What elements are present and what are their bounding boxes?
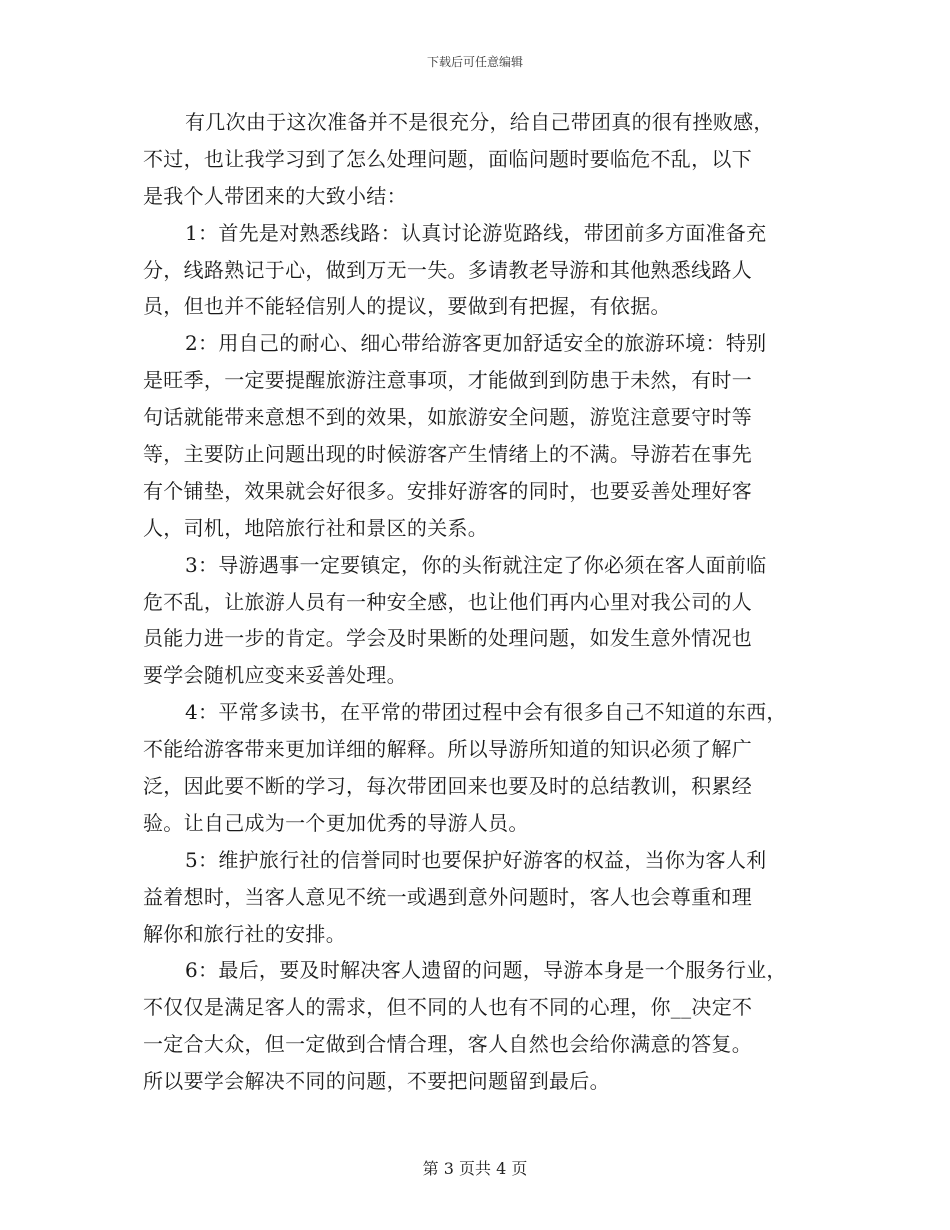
text-line: 1：首先是对熟悉线路：认真讨论游览路线，带团前多方面准备充 [185,220,767,245]
text-line: 分，线路熟记于心，做到万无一失。多请教老导游和其他熟悉线路人 [143,257,752,282]
text-line: 一定合大众，但一定做到合情合理，客人自然也会给你满意的答复。 [143,1032,752,1057]
document-body [143,104,807,1100]
text-line: 5：维护旅行社的信誉同时也要保护好游客的权益，当你为客人利 [185,847,767,872]
text-line: 人，司机，地陪旅行社和景区的关系。 [143,515,489,540]
text-line: 泛，因此要不断的学习，每次带团回来也要及时的总结教训，积累经 [143,774,752,799]
text-line: 员，但也并不能轻信别人的提议，要做到有把握，有依据。 [143,294,671,319]
page-number: 第 3 页共 4 页 [422,1159,528,1178]
text-line: 不仅仅是满足客人的需求，但不同的人也有不同的心理，你__决定不 [143,995,753,1020]
page-header: 下载后可任意编辑 [426,55,523,69]
text-line: 要学会随机应变来妥善处理。 [143,663,407,688]
text-line: 是我个人带团来的大致小结： [143,183,407,208]
text-line: 6：最后，要及时解决客人遗留的问题，导游本身是一个服务行业， [185,958,787,983]
text-line: 句话就能带来意想不到的效果，如旅游安全问题，游览注意要守时等 [143,405,752,430]
text-line: 等，主要防止问题出现的时候游客产生情绪上的不满。导游若在事先 [143,442,752,467]
text-line: 益着想时，当客人意见不统一或遇到意外问题时，客人也会尊重和理 [143,884,752,909]
text-line: 3：导游遇事一定要镇定，你的头衔就注定了你必须在客人面前临 [185,552,767,577]
text-line: 员能力进一步的肯定。学会及时果断的处理问题，如发生意外情况也 [143,626,752,651]
text-line: 危不乱，让旅游人员有一种安全感，也让他们再内心里对我公司的人 [143,589,752,614]
text-line: 2：用自己的耐心、细心带给游客更加舒适安全的旅游环境：特别 [185,331,767,356]
text-line: 不能给游客带来更加详细的解释。所以导游所知道的知识必须了解广 [143,737,752,762]
text-line: 有个铺垫，效果就会好很多。安排好游客的同时，也要妥善处理好客 [143,478,752,503]
text-line: 验。让自己成为一个更加优秀的导游人员。 [143,810,529,835]
text-line: 不过，也让我学习到了怎么处理问题，面临问题时要临危不乱，以下 [143,146,752,171]
text-line: 所以要学会解决不同的问题，不要把问题留到最后。 [143,1069,610,1094]
text-line: 4：平常多读书，在平常的带团过程中会有很多自己不知道的东西， [185,700,787,725]
text-line: 有几次由于这次准备并不是很充分，给自己带团真的很有挫败感， [185,110,774,134]
text-line: 解你和旅行社的安排。 [143,921,346,946]
text-line: 是旺季，一定要提醒旅游注意事项，才能做到到防患于未然，有时一 [143,368,752,393]
